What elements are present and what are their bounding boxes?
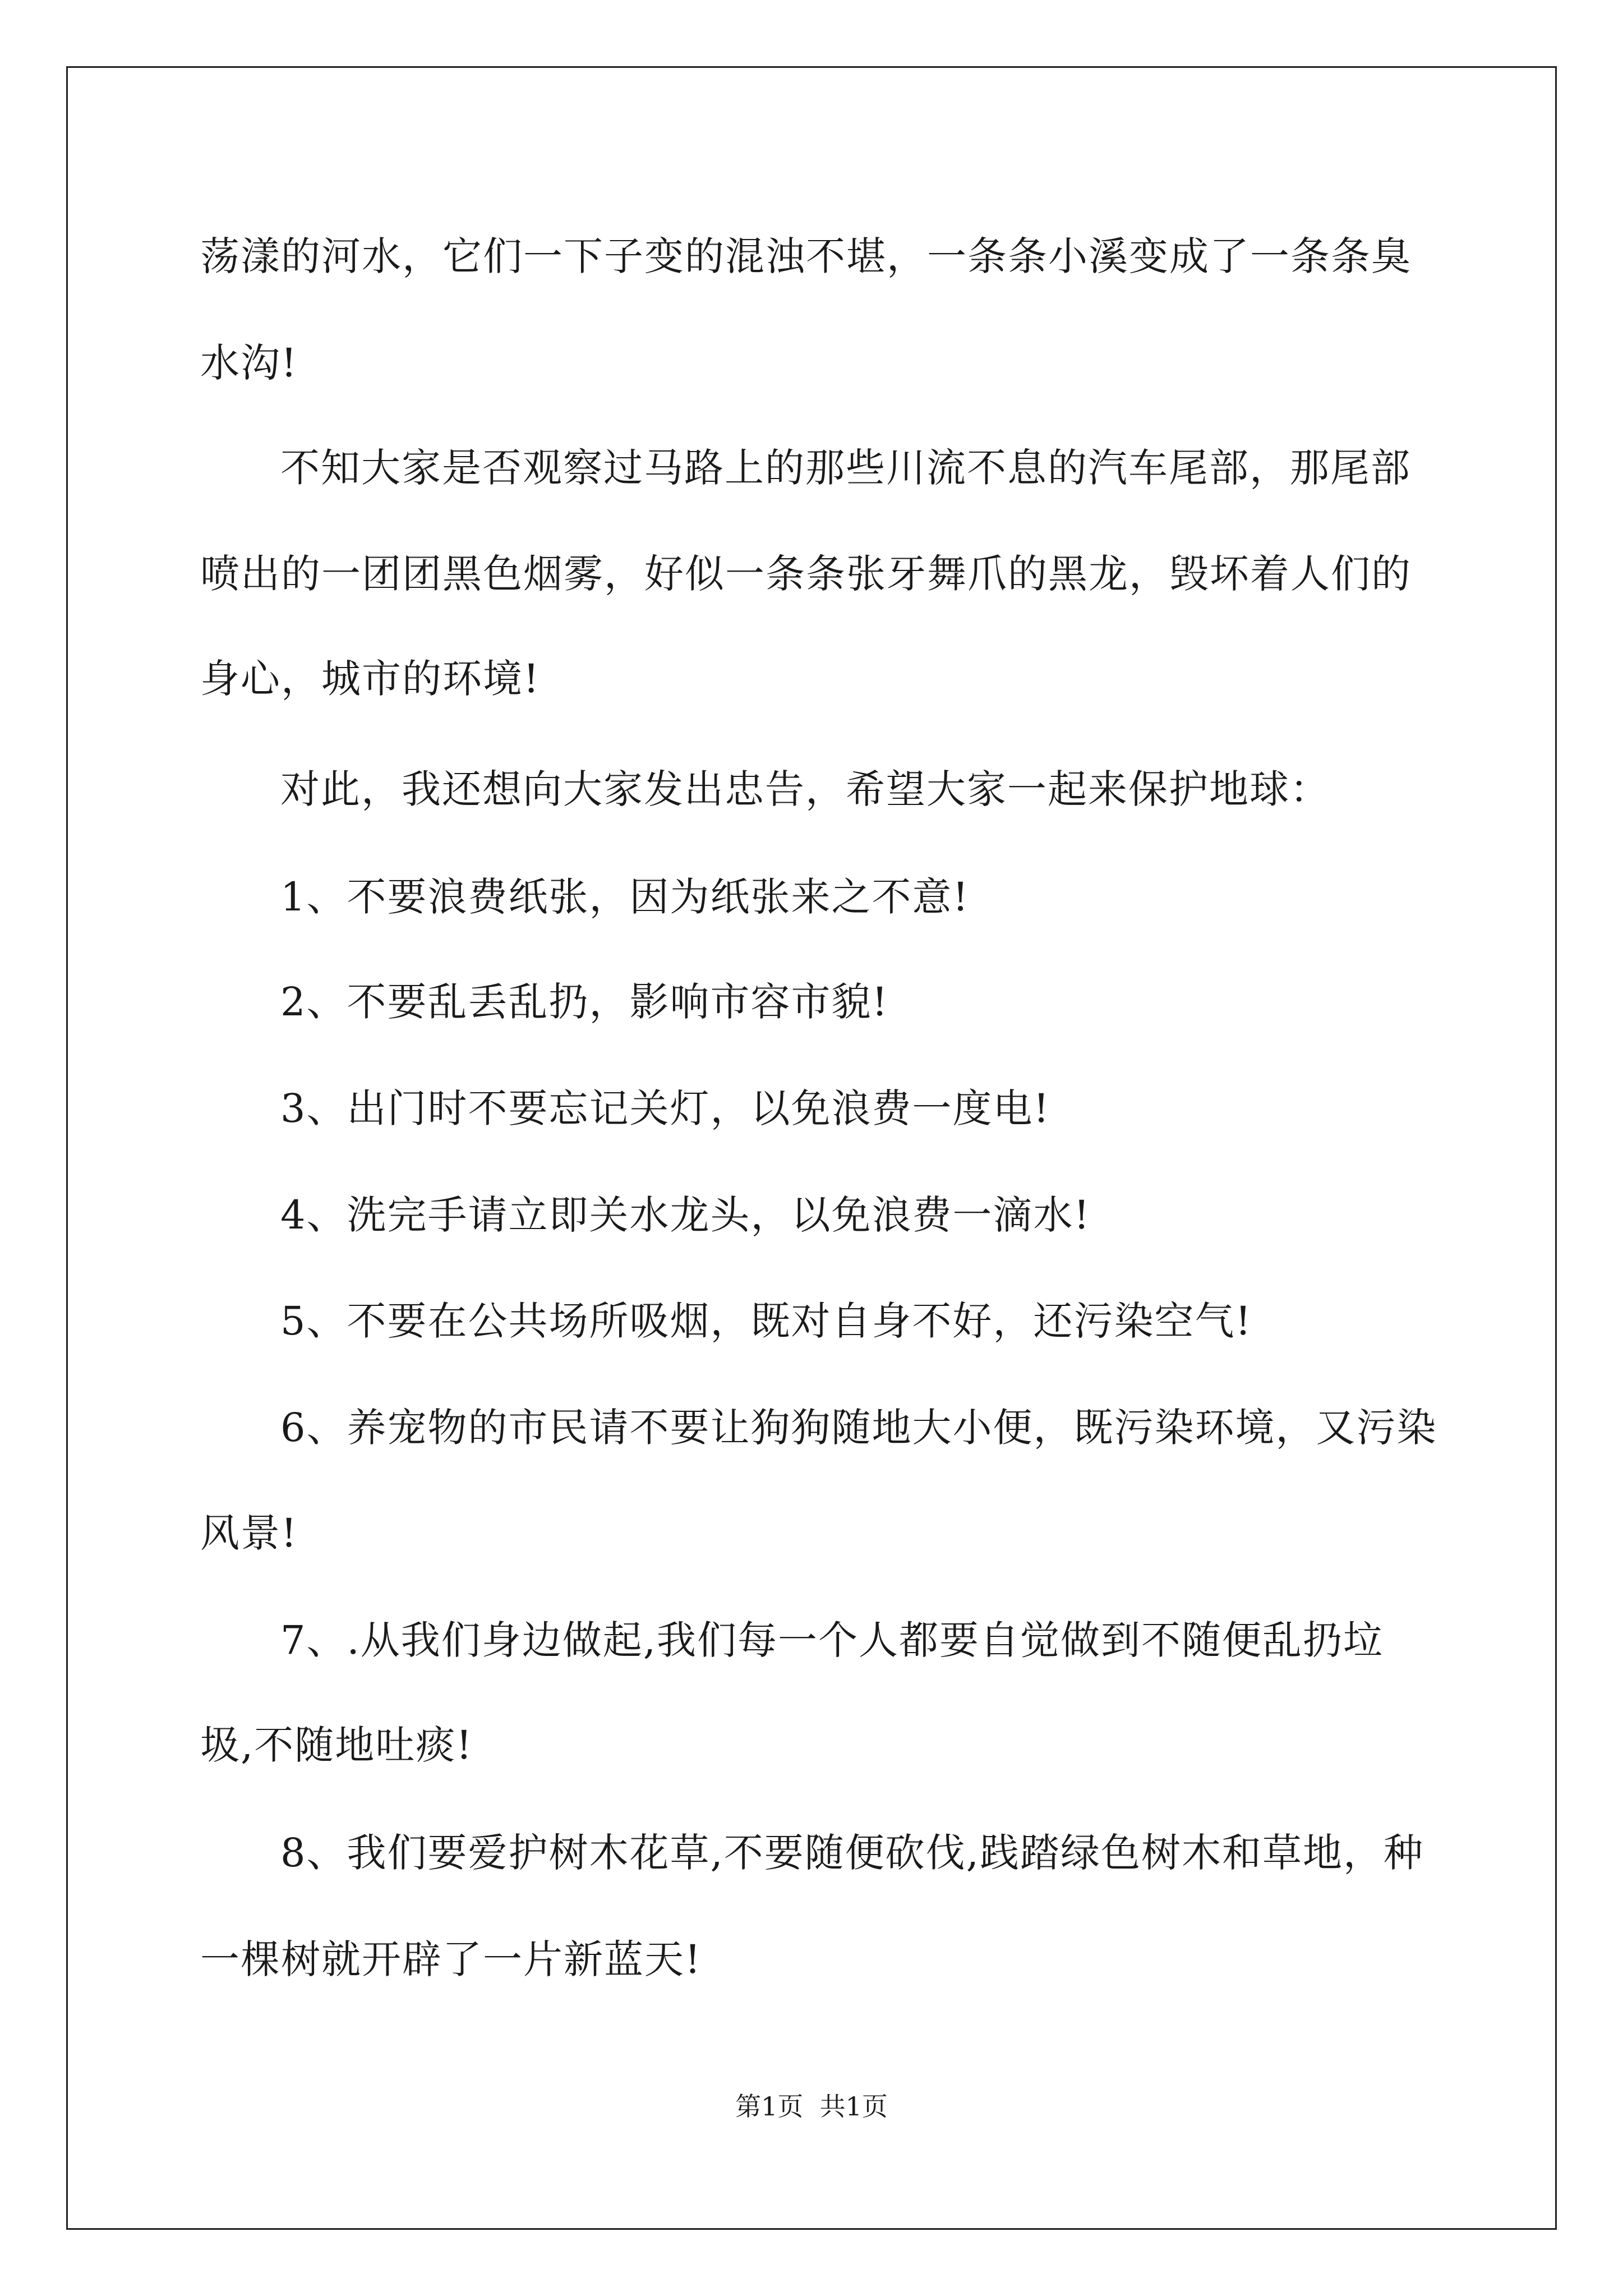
page-footer: 第1页 共1页 bbox=[735, 2091, 888, 2122]
list-item: 8、我们要爱护树木花草,不要随便砍伐,践踏绿色树木和草地，种 bbox=[280, 1830, 1424, 1876]
text-line: 荡漾的河水，它们一下子变的混浊不堪，一条条小溪变成了一条条臭 bbox=[200, 233, 1412, 279]
text-line: 水沟! bbox=[200, 340, 298, 386]
list-item: 3、出门时不要忘记关灯，以免浪费一度电! bbox=[280, 1085, 1050, 1131]
list-item: 7、.从我们身边做起,我们每一个人都要自觉做到不随便乱扔垃 bbox=[280, 1617, 1384, 1663]
text-line: 不知大家是否观察过马路上的那些川流不息的汽车尾部，那尾部 bbox=[280, 445, 1411, 491]
text-line: 风景! bbox=[200, 1510, 298, 1556]
text-line: 喷出的一团团黑色烟雾，好似一条条张牙舞爪的黑龙，毁坏着人们的 bbox=[200, 551, 1412, 597]
list-item: 6、养宠物的市民请不要让狗狗随地大小便，既污染环境，又污染 bbox=[280, 1405, 1437, 1451]
list-item: 2、不要乱丢乱扔，影响市容市貌! bbox=[280, 979, 889, 1025]
list-item: 1、不要浪费纸张，因为纸张来之不意! bbox=[280, 874, 970, 920]
text-line: 对此，我还想向大家发出忠告，希望大家一起来保护地球： bbox=[280, 766, 1330, 812]
list-item: 4、洗完手请立即关水龙头，以免浪费一滴水! bbox=[280, 1192, 1091, 1238]
text-line: 圾,不随地吐痰! bbox=[200, 1722, 473, 1768]
text-line: 身心，城市的环境! bbox=[200, 656, 541, 702]
list-item: 5、不要在公共场所吸烟，既对自身不好，还污染空气! bbox=[280, 1298, 1252, 1344]
text-line: 一棵树就开辟了一片新蓝天! bbox=[200, 1936, 702, 1982]
